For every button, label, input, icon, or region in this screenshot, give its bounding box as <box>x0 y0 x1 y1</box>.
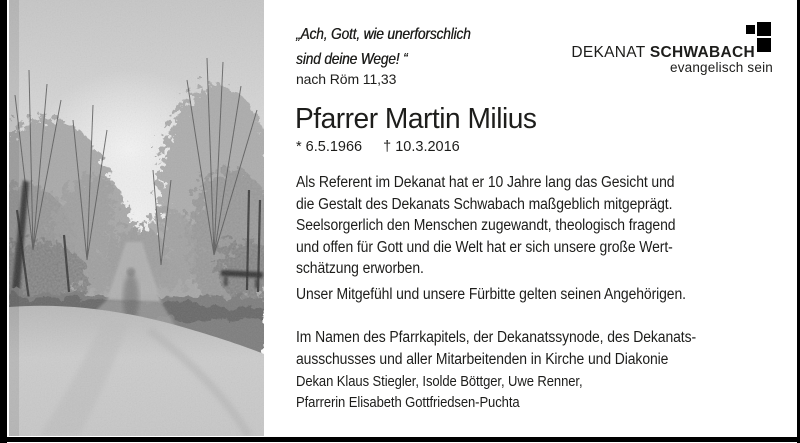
paragraph-line: und offen für Gott und die Welt hat er sich unsere große Wert- <box>296 238 673 256</box>
paragraph-line: Als Referent im Dekanat hat er 10 Jahre lang das Gesicht und <box>296 174 675 191</box>
paragraph-line: schätzung erworben. <box>296 260 424 277</box>
logo-square-small <box>746 25 755 34</box>
paragraph-line: Seelsorgerlich den Menschen zugewandt, theologisch fragend <box>296 217 676 234</box>
logo-name-bold: SCHWABACH <box>649 44 755 61</box>
birth-date: * 6.5.1966 <box>296 139 363 155</box>
paragraph-line: Im Namen des Pfarrkapitels, der Dekanatssynode, des Dekanats- <box>296 329 697 346</box>
life-dates <box>296 139 460 155</box>
signatories-line: Pfarrerin Elisabeth Gottfriedsen-Puchta <box>296 395 520 411</box>
quote-reference: nach Röm 11,33 <box>296 71 397 87</box>
landscape-photo <box>9 0 264 436</box>
logo-square-top <box>757 22 771 36</box>
logo-tagline: evangelisch sein <box>669 60 773 75</box>
frame-border-left <box>0 0 7 443</box>
landscape-photo-svg <box>9 0 264 436</box>
paragraph-line: Unser Mitgefühl und unsere Fürbitte gelten seinen Angehörigen. <box>296 286 686 303</box>
paragraph-line: ausschusses und aller Mitarbeitenden in Kirche und Diakonie <box>296 350 669 368</box>
quote-line-1: „Ach, Gott, wie unerforschlich <box>296 26 471 43</box>
signatories-line: Dekan Klaus Stiegler, Isolde Böttger, Uwe Renner, <box>296 374 583 390</box>
logo-square-bottom <box>757 38 771 52</box>
death-date: † 10.3.2016 <box>383 139 460 155</box>
quote-line-2: sind deine Wege! “ <box>296 51 408 68</box>
paragraph-line: die Gestalt des Dekanats Schwabach maßgeblich mitgeprägt. <box>296 195 673 213</box>
bible-quote <box>296 22 471 72</box>
deceased-name: Pfarrer Martin Milius <box>295 103 537 135</box>
obituary-paragraph-3 <box>296 327 696 370</box>
signatories <box>296 372 582 414</box>
logo-name-regular: DEKANAT <box>571 44 646 61</box>
obituary-paragraph-1 <box>296 172 675 280</box>
frame-border-bottom <box>0 437 800 442</box>
obituary-paragraph-2 <box>296 284 686 306</box>
